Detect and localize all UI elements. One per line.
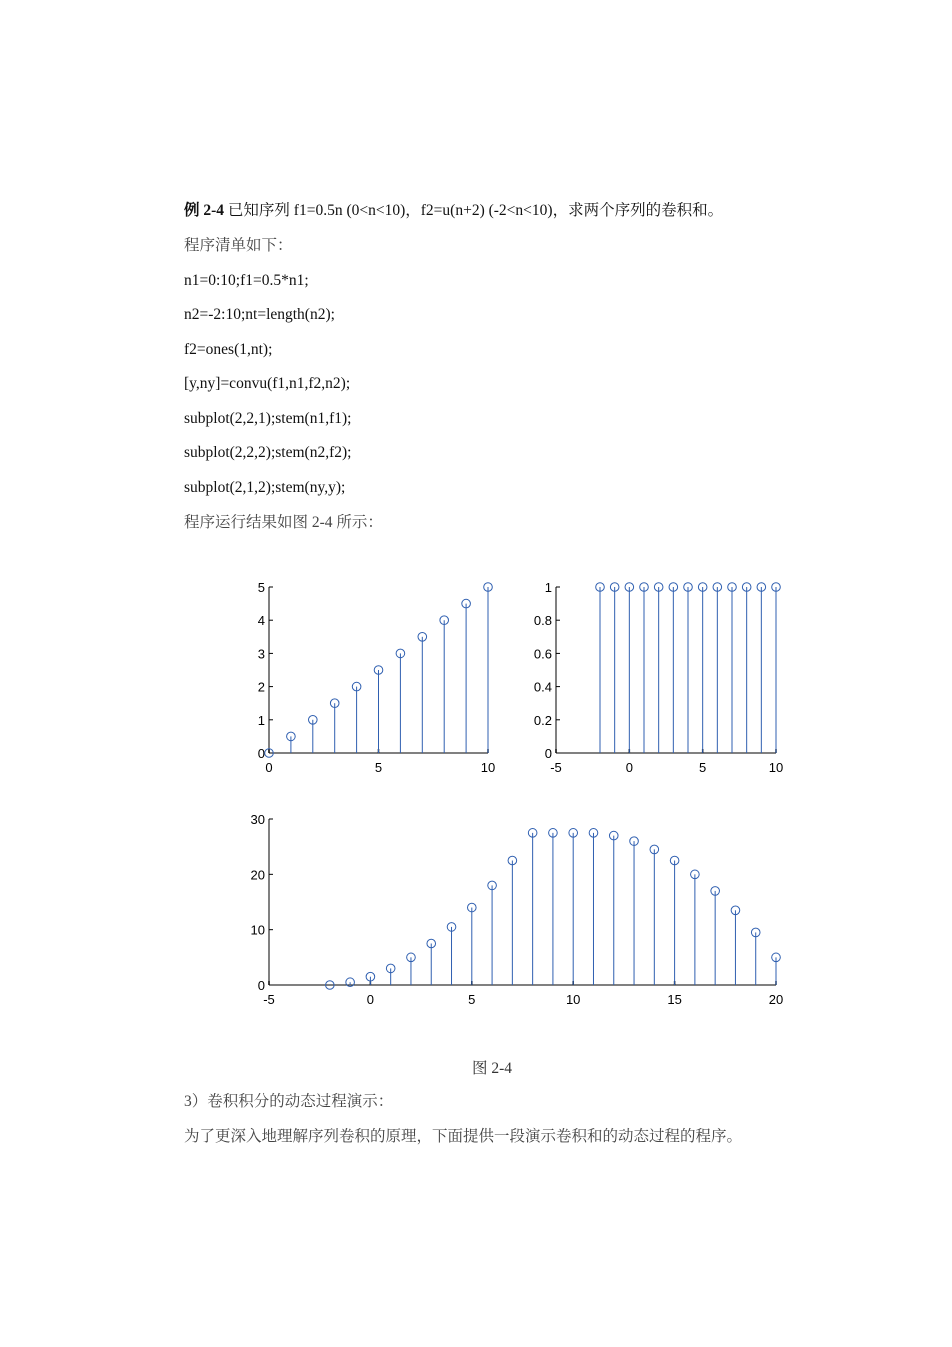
x-tick-label: 5 [468, 992, 476, 1007]
figure-caption: 图 2-4 [472, 1060, 513, 1077]
stem-plot-1 [258, 580, 495, 775]
code-line: f2=ones(1,nt); [184, 341, 273, 358]
code-line: subplot(2,2,2);stem(n2,f2); [184, 444, 352, 461]
y-tick-label: 3 [257, 646, 265, 662]
x-tick-label: 0 [366, 992, 375, 1007]
y-tick-label: 0 [257, 746, 265, 761]
y-tick-label: 1 [544, 580, 552, 595]
y-tick-label: 10 [250, 922, 265, 938]
x-tick-label: 15 [667, 992, 682, 1007]
x-tick-label: 0 [625, 760, 633, 775]
x-tick-label: 10 [565, 992, 581, 1007]
code-line: subplot(2,2,1);stem(n1,f1); [184, 410, 352, 427]
x-tick-label: 10 [480, 760, 496, 775]
x-tick-label: -5 [550, 760, 562, 775]
section-heading: 3）卷积积分的动态过程演示： [184, 1093, 394, 1110]
x-tick-label: 20 [768, 992, 784, 1007]
y-tick-label: 0.6 [533, 646, 552, 662]
example-statement: 已知序列 f1=0.5n (0<n<10)，f2=u(n+2) (-2<n<10)，求两个序列的卷积和。 [224, 202, 724, 219]
y-tick-label: 0 [544, 746, 552, 761]
code-line: [y,ny]=convu(f1,n1,f2,n2); [184, 375, 351, 392]
result-text: 程序运行结果如图 2-4 所示： [184, 514, 383, 531]
y-tick-label: 20 [250, 867, 265, 883]
stem-plot-3 [251, 812, 784, 1007]
example-label: 例 2-4 [184, 202, 225, 219]
y-tick-label: 2 [257, 679, 265, 695]
program-intro: 程序清单如下： [184, 237, 293, 254]
x-tick-label: 5 [374, 760, 383, 775]
x-tick-label: 5 [699, 760, 707, 775]
y-tick-label: 4 [257, 613, 265, 629]
y-tick-label: 0 [257, 978, 265, 993]
y-tick-label: 0.2 [533, 712, 552, 728]
section-text: 为了更深入地理解序列卷积的原理，下面提供一段演示卷积和的动态过程的程序。 [184, 1128, 743, 1145]
y-tick-label: 5 [257, 580, 265, 595]
y-tick-label: 0.8 [533, 613, 552, 629]
x-tick-label: 10 [768, 760, 784, 775]
x-tick-label: 0 [265, 760, 273, 775]
x-tick-label: -5 [263, 992, 275, 1007]
code-line: n2=-2:10;nt=length(n2); [184, 306, 335, 323]
y-tick-label: 30 [250, 812, 265, 827]
code-line: n1=0:10;f1=0.5*n1; [184, 272, 309, 289]
y-tick-label: 1 [257, 712, 265, 728]
stem-plot-2 [534, 580, 783, 775]
y-tick-label: 0.4 [533, 679, 552, 695]
code-line: subplot(2,1,2);stem(ny,y); [184, 479, 346, 496]
